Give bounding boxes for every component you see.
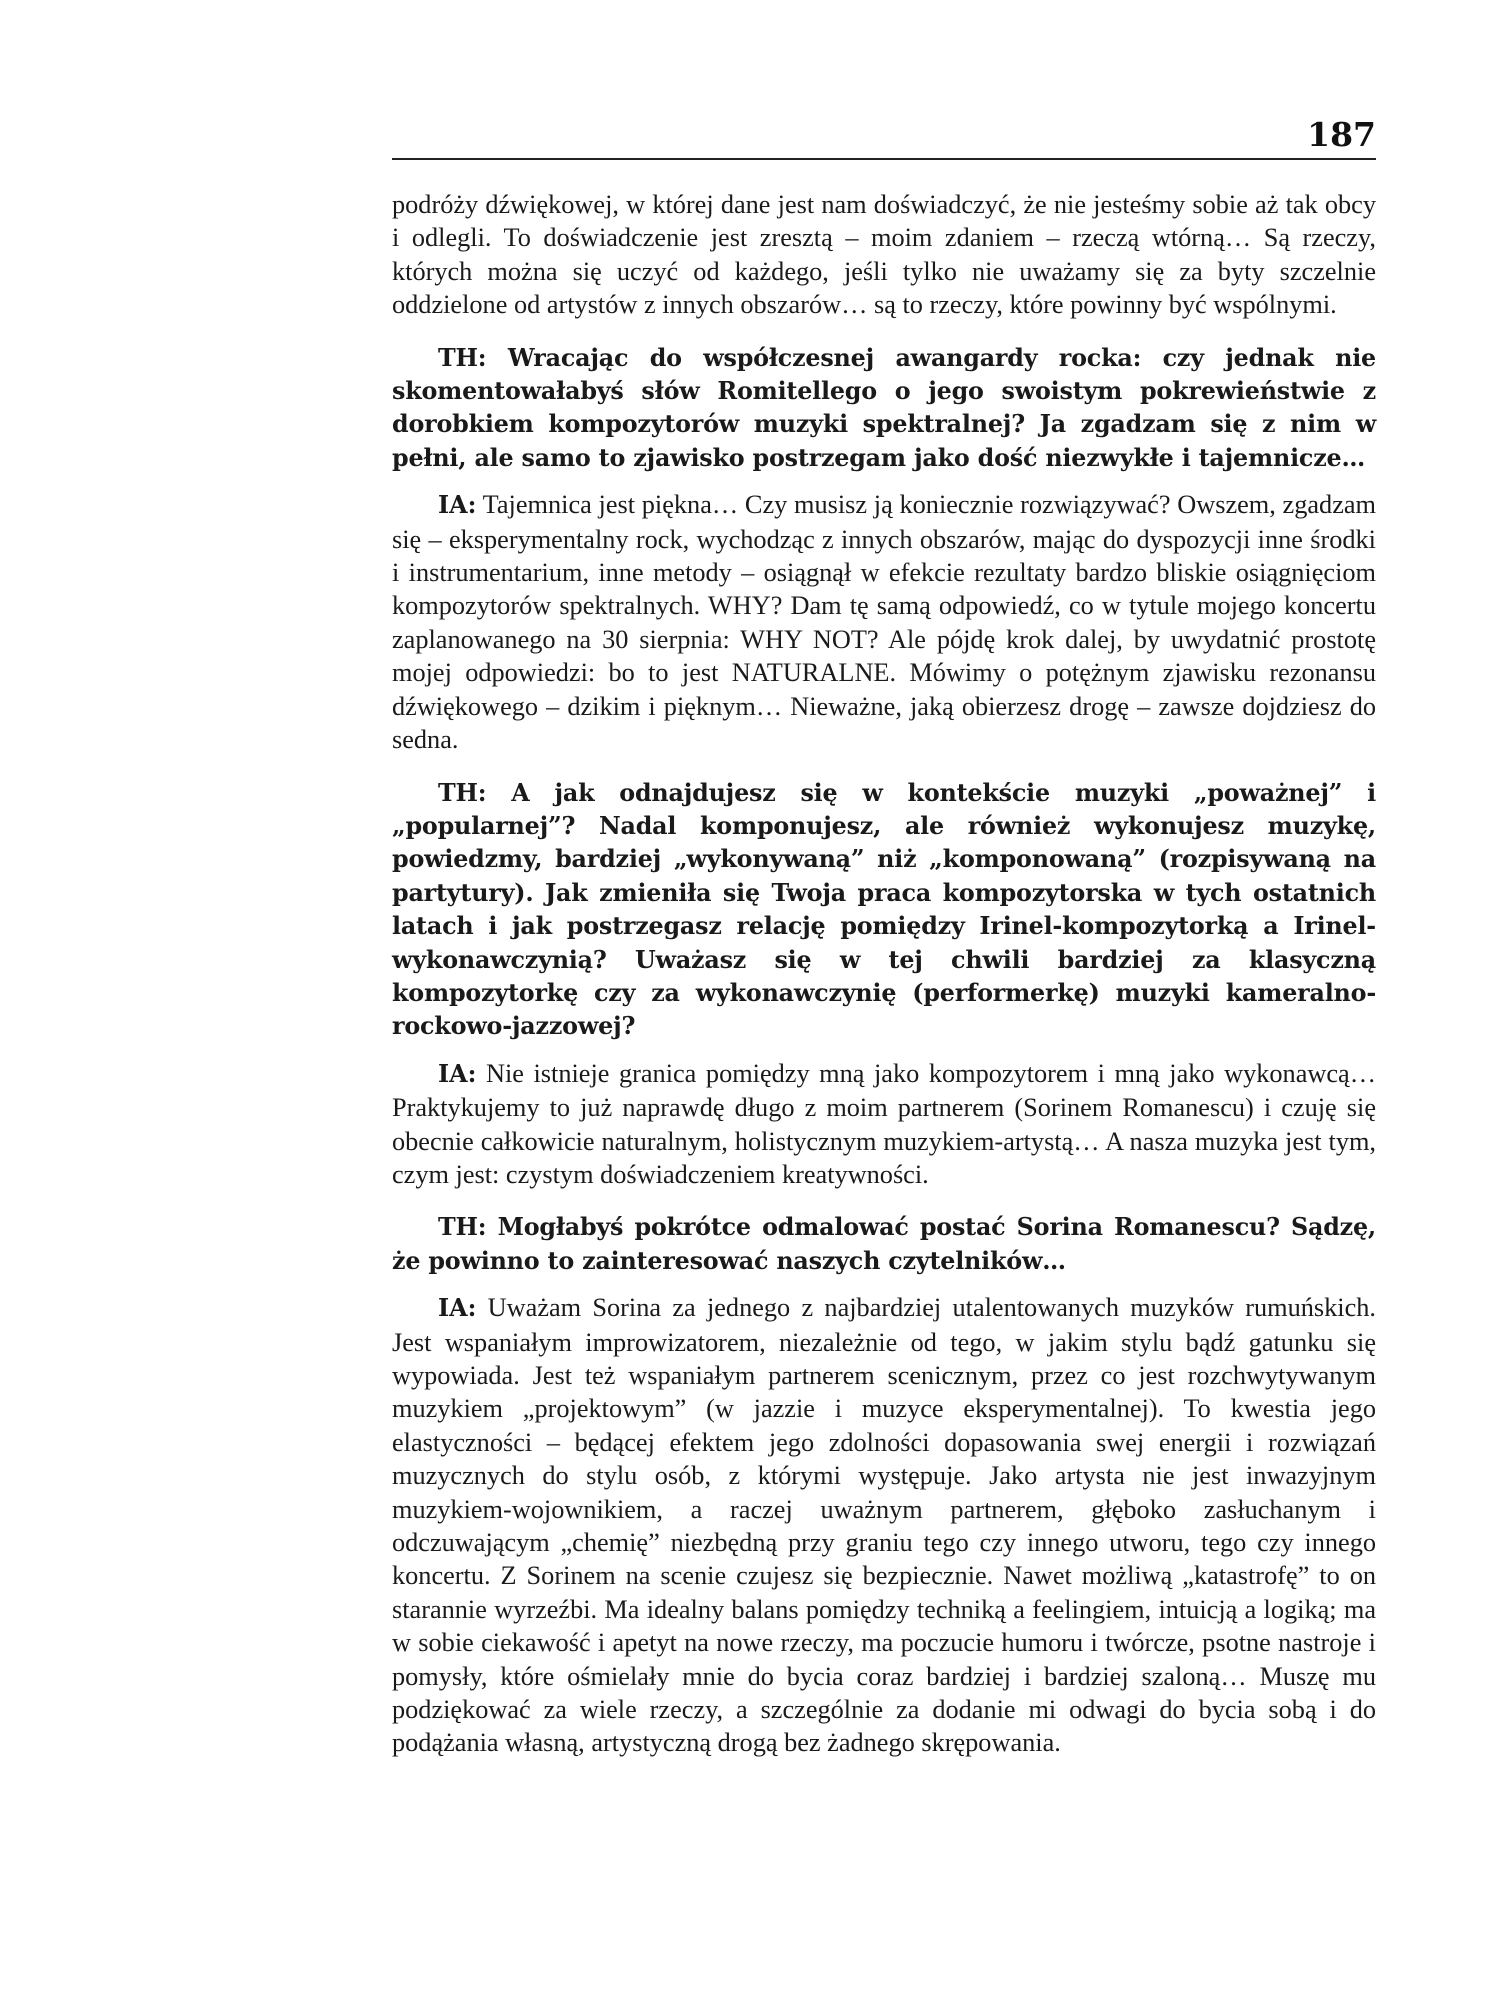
header-rule xyxy=(392,158,1376,160)
speaker-label: IA: xyxy=(438,1059,477,1088)
question-paragraph: TH: A jak odnajdujesz się w kontekście muzyki „poważnej” i „popularnej”? Nadal komponujesz, ale również wykonujesz muzykę, powiedzmy, bardziej „wykonywaną” niż „komponowaną” (rozpisywaną na partytury). Jak zmieniła się Twoja praca kompozytorska w tych ostatnich latach i jak postrzegasz relację pomiędzy Irinel-kompozytorką a Irinel-wykonawczynią? Uważasz się w tej chwili bardziej za klasyczną kompozytorkę czy za wykonawczynię (performerkę) muzyki kameralno-rockowo-jazzowej? xyxy=(392,778,1376,1041)
speaker-label: IA: xyxy=(438,1294,477,1323)
continuation-paragraph: podróży dźwiękowej, w której dane jest nam doświadczyć, że nie jesteśmy sobie aż tak obcy i odlegli. To doświadczenie jest zresztą – moim zdaniem – rzeczą wtórną… Są rzeczy, których można się uczyć od każdego, jeśli tylko nie uważamy się za byty szczelnie oddzielone od artystów z innych obszarów… są to rzeczy, które powinny być wspólnymi. xyxy=(392,190,1376,320)
interview-text xyxy=(392,188,1376,1760)
answer-paragraph xyxy=(392,1057,1376,1192)
question-paragraph: TH: Mogłabyś pokrótce odmalować postać Sorina Romanescu? Sądzę, że powinno to zainteresować naszych czytelników… xyxy=(392,1213,1376,1275)
answer-text: Nie istnieje granica pomiędzy mną jako kompozytorem i mną jako wykonawcą… Praktykujemy to już naprawdę długo z moim partnerem (Sorinem Romanescu) i czuję się obecnie całkowicie naturalnym, holistycznym muzykiem-artystą… A nasza muzyka jest tym, czym jest: czystym doświadczeniem kreatywności. xyxy=(392,1058,1377,1189)
answer-text: Tajemnica jest piękna… Czy musisz ją koniecznie rozwiązywać? Owszem, zgadzam się – eksperymentalny rock, wychodząc z innych obszarów, mając do dyspozycji inne środki i instrumentarium, inne metody – osiągnął w efekcie rezultaty bardzo bliskie osiągnięciom kompozytorów spektralnych. WHY? Dam tę samą odpowiedź, co w tytule mojego koncertu zaplanowanego na 30 sierpnia: WHY NOT? Ale pójdę krok dalej, by uwydatnić prostotę mojej odpowiedzi: bo to jest NATURALNE. Mówimy o potężnym zjawisku rezonansu dźwiękowego – dzikim i pięknym… Nieważne, jaką obierzesz drogę – zawsze dojdziesz do sedna. xyxy=(392,490,1376,755)
page-number: 187 xyxy=(1307,115,1376,154)
question-paragraph: TH: Wracając do współczesnej awangardy rocka: czy jednak nie skomentowałabyś słów Romitellego o jego swoistym pokrewieństwie z dorobkiem kompozytorów muzyki spektralnej? Ja zgadzam się z nim w pełni, ale samo to zjawisko postrzegam jako dość niezwykłe i tajemnicze… xyxy=(392,343,1376,472)
answer-paragraph xyxy=(392,488,1376,756)
answer-text: Uważam Sorina za jednego z najbardziej utalentowanych muzyków rumuńskich. Jest wspaniałym improwizatorem, niezależnie od tego, w jakim stylu bądź gatunku się wypowiada. Jest też wspaniałym partnerem scenicznym, przez co jest rozchwytywanym muzykiem „projektowym” (w jazzie i muzyce eksperymentalnej). To kwestia jego elastyczności – będącej efektem jego zdolności dopasowania swej energii i rozwiązań muzycznych do stylu osób, z którymi występuje. Jako artysta nie jest inwazyjnym muzykiem-wojownikiem, a raczej uważnym partnerem, głęboko zasłuchanym i odczuwającym „chemię” niezbędną przy graniu tego czy innego utworu, tego czy innego koncertu. Z Sorinem na scenie czujesz się bezpiecznie. Nawet możliwą „katastrofę” to on starannie wyrzeźbi. Ma idealny balans pomiędzy techniką a feelingiem, intuicją a logiką; ma w sobie ciekawość i apetyt na nowe rzeczy, ma poczucie humoru i twórcze, psotne nastroje i pomysły, które ośmielały mnie do bycia coraz bardziej i bardziej szaloną… Muszę mu podziękować za wiele rzeczy, a szczególnie za dodanie mi odwagi do bycia sobą i do podążania własną, artystyczną drogą bez żadnego skrępowania. xyxy=(392,1293,1376,1758)
speaker-label: IA: xyxy=(438,491,477,520)
answer-paragraph xyxy=(392,1291,1376,1760)
